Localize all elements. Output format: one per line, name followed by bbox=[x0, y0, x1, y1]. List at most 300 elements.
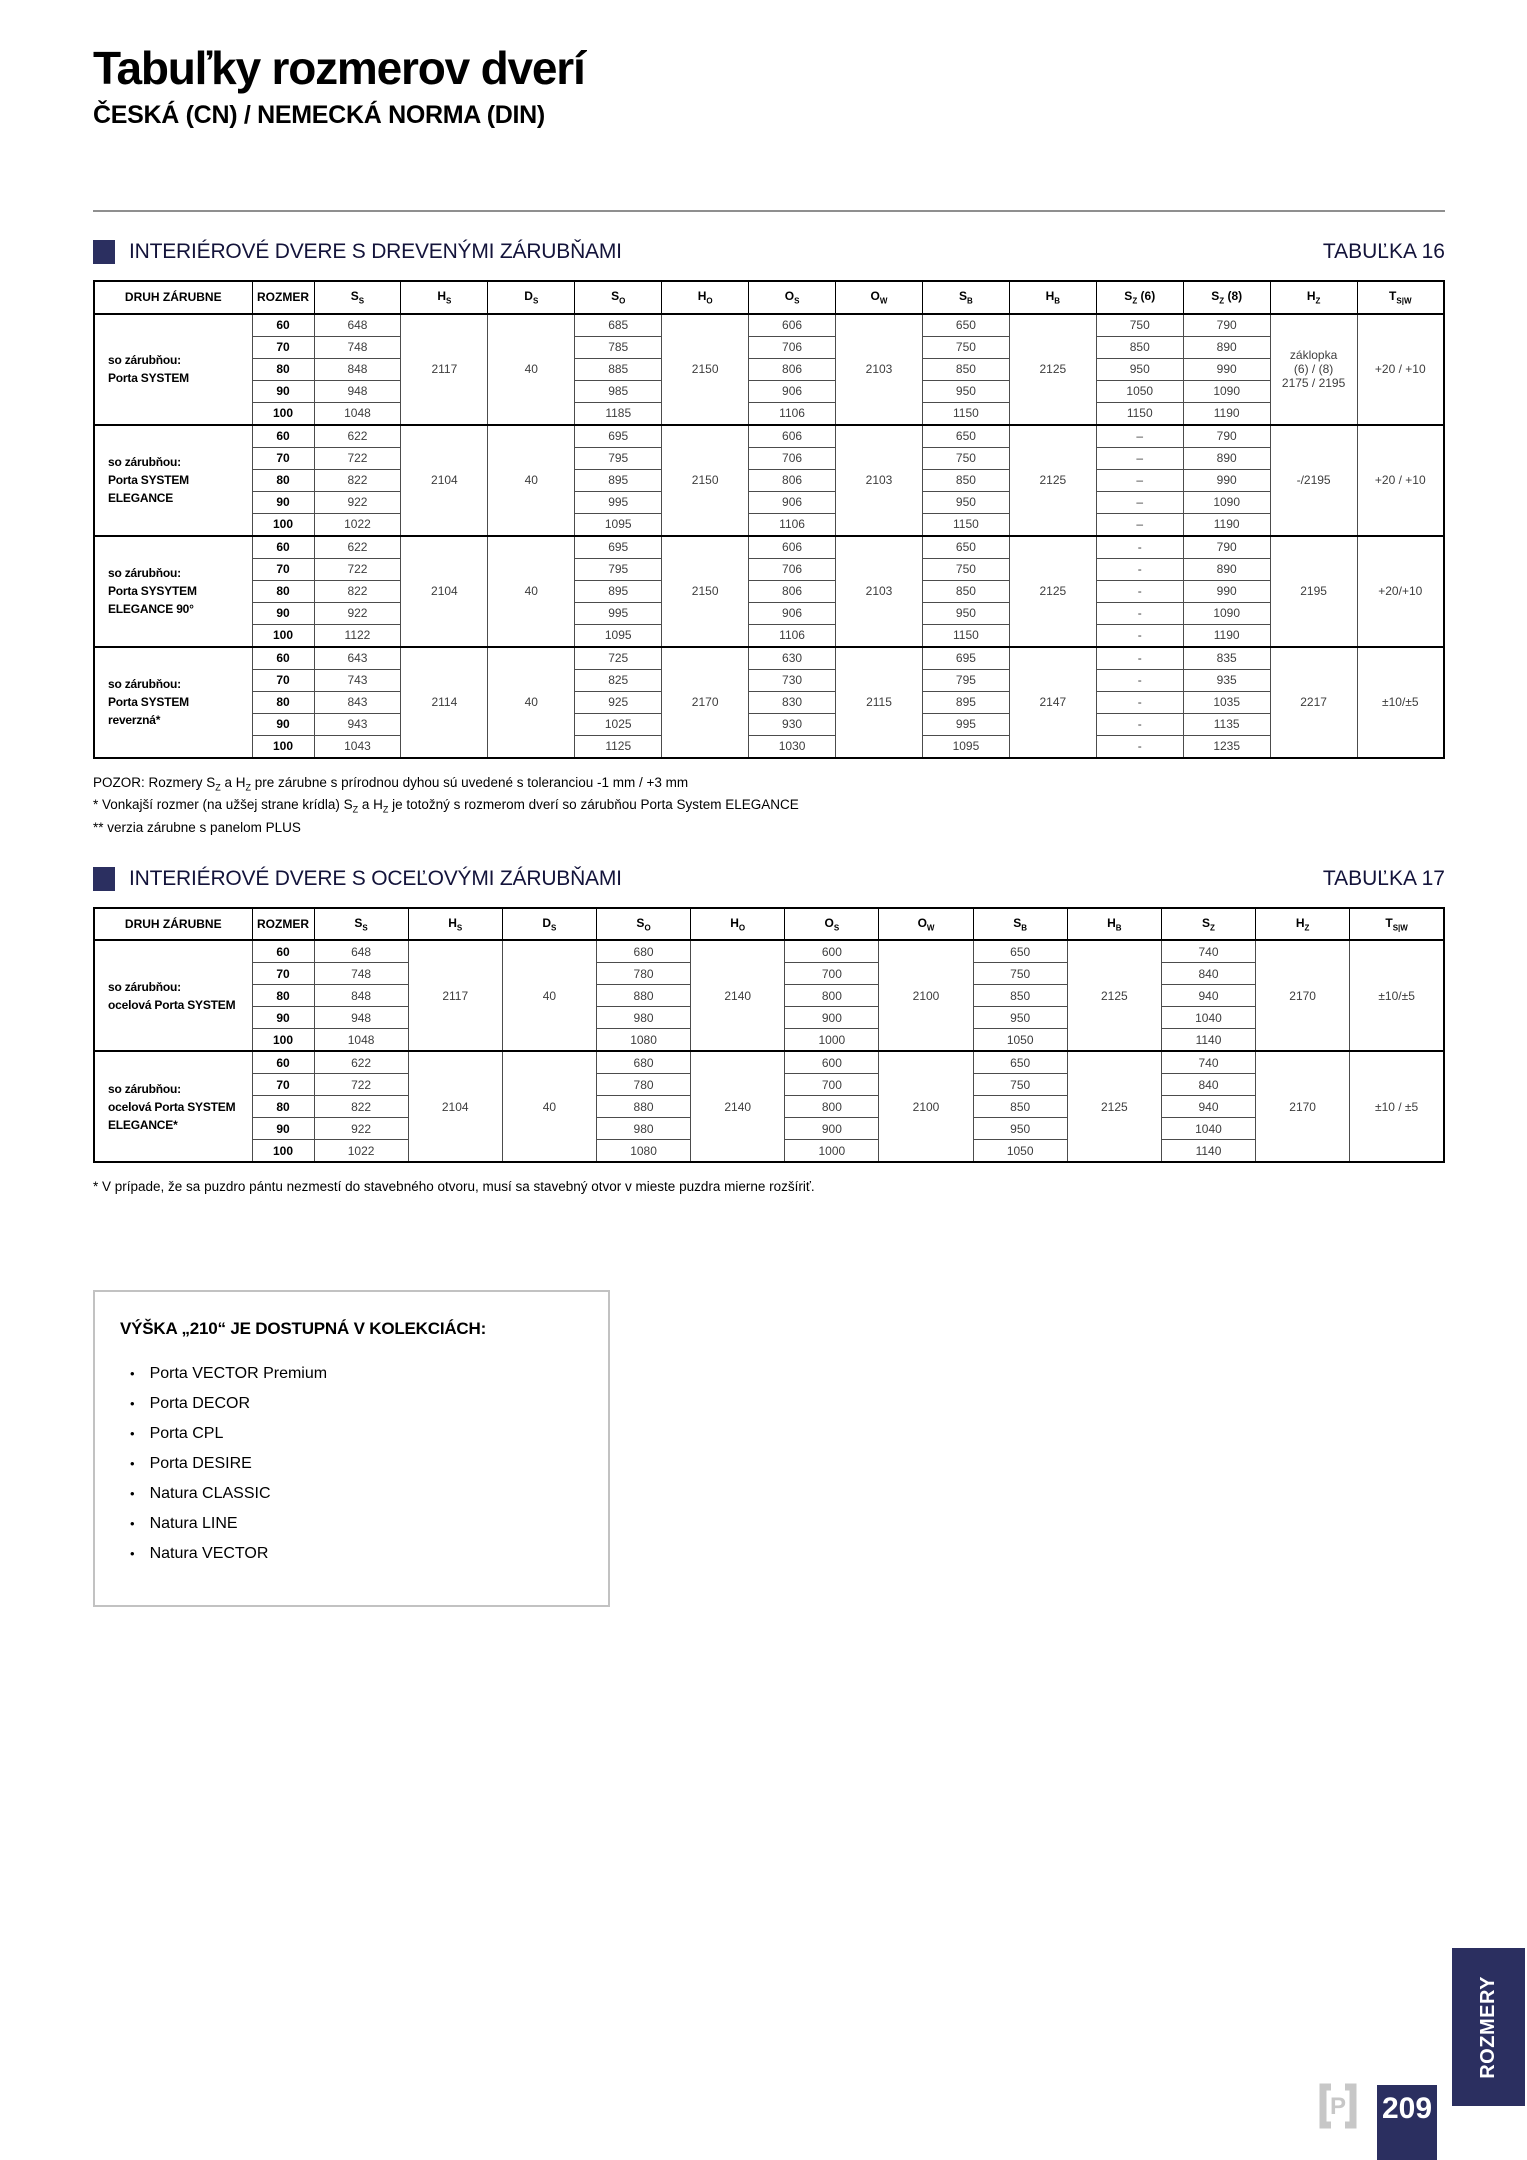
collections-box-title: VÝŠKA „210“ JE DOSTUPNÁ V KOLEKCIÁCH: bbox=[120, 1319, 487, 1339]
cell-ss: 948 bbox=[314, 1007, 408, 1029]
collection-item bbox=[130, 1485, 588, 1503]
cell-sz: 940 bbox=[1161, 1096, 1255, 1118]
cell-ho: 2150 bbox=[662, 314, 749, 425]
rozmer-value: 90 bbox=[252, 380, 314, 402]
table-16-container bbox=[93, 280, 1445, 758]
cell-hs: 2117 bbox=[401, 314, 488, 425]
col-header: $S_O$ bbox=[575, 281, 662, 313]
cell-sz8: 935 bbox=[1183, 669, 1270, 691]
cell-sz6: - bbox=[1096, 580, 1183, 602]
rozmer-value: 60 bbox=[252, 425, 314, 448]
table-17-label: TABUĽKA 17 bbox=[1322, 866, 1445, 890]
frame-type-label: so zárubňou: ocelová Porta SYSTEM ELEGANCE* bbox=[94, 1051, 252, 1162]
col-header: DRUH ZÁRUBNE bbox=[94, 908, 252, 940]
col-header: $H_Z$ bbox=[1256, 908, 1350, 940]
cell-sz8: 835 bbox=[1183, 647, 1270, 670]
cell-sb: 895 bbox=[922, 691, 1009, 713]
cell-os: 606 bbox=[749, 536, 836, 559]
cell-t: +20 / +10 bbox=[1357, 425, 1444, 536]
cell-os: 930 bbox=[749, 713, 836, 735]
cell-sz8: 990 bbox=[1183, 358, 1270, 380]
cell-sb: 950 bbox=[922, 380, 1009, 402]
cell-sz8: 890 bbox=[1183, 447, 1270, 469]
cell-ss: 622 bbox=[314, 1051, 408, 1074]
col-header: $H_Z$ bbox=[1270, 281, 1357, 313]
rozmer-value: 70 bbox=[252, 669, 314, 691]
cell-ho: 2170 bbox=[662, 647, 749, 758]
rozmer-value: 100 bbox=[252, 1029, 314, 1052]
cell-t: ±10/±5 bbox=[1357, 647, 1444, 758]
rozmer-value: 60 bbox=[252, 940, 314, 963]
cell-sz8: 1090 bbox=[1183, 380, 1270, 402]
table-17 bbox=[93, 907, 1445, 1163]
col-header: DRUH ZÁRUBNE bbox=[94, 281, 252, 313]
cell-so: 680 bbox=[596, 1051, 690, 1074]
cell-sz6: - bbox=[1096, 647, 1183, 670]
collection-name: Natura LINE bbox=[149, 1515, 238, 1533]
cell-os: 1106 bbox=[749, 402, 836, 425]
collection-item bbox=[130, 1395, 588, 1413]
rozmer-value: 90 bbox=[252, 602, 314, 624]
cell-sz: 740 bbox=[1161, 1051, 1255, 1074]
cell-sz8: 1190 bbox=[1183, 402, 1270, 425]
cell-sb: 750 bbox=[922, 558, 1009, 580]
cell-so: 680 bbox=[596, 940, 690, 963]
cell-sz: 840 bbox=[1161, 963, 1255, 985]
rozmer-value: 100 bbox=[252, 402, 314, 425]
cell-ho: 2140 bbox=[691, 940, 785, 1051]
cell-so: 725 bbox=[575, 647, 662, 670]
cell-sz8: 790 bbox=[1183, 314, 1270, 337]
cell-os: 730 bbox=[749, 669, 836, 691]
cell-hb: 2125 bbox=[1009, 536, 1096, 647]
cell-ow: 2103 bbox=[836, 536, 923, 647]
collection-name: Natura VECTOR bbox=[149, 1545, 269, 1563]
cell-ss: 648 bbox=[314, 940, 408, 963]
cell-os: 830 bbox=[749, 691, 836, 713]
cell-ss: 1022 bbox=[314, 513, 401, 536]
cell-so: 795 bbox=[575, 447, 662, 469]
cell-ds: 40 bbox=[488, 314, 575, 425]
cell-sz: 740 bbox=[1161, 940, 1255, 963]
cell-os: 600 bbox=[785, 1051, 879, 1074]
cell-so: 1095 bbox=[575, 624, 662, 647]
cell-so: 895 bbox=[575, 580, 662, 602]
cell-sb: 650 bbox=[973, 940, 1067, 963]
cell-sz6: - bbox=[1096, 713, 1183, 735]
frame-type-label: so zárubňou: ocelová Porta SYSTEM bbox=[94, 940, 252, 1051]
cell-t: ±10/±5 bbox=[1350, 940, 1444, 1051]
cell-so: 1125 bbox=[575, 735, 662, 758]
rozmer-value: 80 bbox=[252, 580, 314, 602]
cell-so: 1025 bbox=[575, 713, 662, 735]
cell-sz6: - bbox=[1096, 691, 1183, 713]
cell-os: 700 bbox=[785, 1074, 879, 1096]
collection-name: Porta CPL bbox=[149, 1425, 224, 1443]
rozmer-value: 70 bbox=[252, 1074, 314, 1096]
cell-hz: záklopka (6) / (8) 2175 / 2195 bbox=[1270, 314, 1357, 425]
table-17-container bbox=[93, 907, 1445, 1163]
collection-name: Natura CLASSIC bbox=[149, 1485, 271, 1503]
cell-sz6: 850 bbox=[1096, 336, 1183, 358]
cell-os: 600 bbox=[785, 940, 879, 963]
cell-ow: 2115 bbox=[836, 647, 923, 758]
cell-sz8: 1035 bbox=[1183, 691, 1270, 713]
cell-sz6: 1050 bbox=[1096, 380, 1183, 402]
collection-name: Porta DESIRE bbox=[149, 1455, 252, 1473]
cell-sb: 1050 bbox=[973, 1029, 1067, 1052]
col-header: $H_B$ bbox=[1067, 908, 1161, 940]
section-bullet-square bbox=[93, 240, 115, 264]
col-header: $S_B$ bbox=[922, 281, 1009, 313]
collection-item bbox=[130, 1515, 588, 1533]
cell-sz6: – bbox=[1096, 447, 1183, 469]
cell-os: 700 bbox=[785, 963, 879, 985]
cell-so: 780 bbox=[596, 963, 690, 985]
cell-ow: 2100 bbox=[879, 1051, 973, 1162]
cell-os: 1106 bbox=[749, 513, 836, 536]
section-header-steel-frames bbox=[93, 867, 1445, 891]
rozmer-value: 70 bbox=[252, 336, 314, 358]
cell-sb: 795 bbox=[922, 669, 1009, 691]
page-title: Tabuľky rozmerov dverí bbox=[93, 42, 585, 94]
rozmer-value: 90 bbox=[252, 713, 314, 735]
col-header: $O_W$ bbox=[836, 281, 923, 313]
cell-ss: 1022 bbox=[314, 1140, 408, 1163]
col-header: $D_S$ bbox=[502, 908, 596, 940]
cell-sz8: 1235 bbox=[1183, 735, 1270, 758]
rozmer-value: 60 bbox=[252, 536, 314, 559]
cell-so: 825 bbox=[575, 669, 662, 691]
cell-t: ±10 / ±5 bbox=[1350, 1051, 1444, 1162]
cell-ss: 748 bbox=[314, 963, 408, 985]
table-16-label: TABUĽKA 16 bbox=[1322, 240, 1445, 264]
cell-os: 806 bbox=[749, 358, 836, 380]
cell-t: +20/+10 bbox=[1357, 536, 1444, 647]
cell-ss: 643 bbox=[314, 647, 401, 670]
cell-sb: 950 bbox=[973, 1007, 1067, 1029]
col-header: $S_O$ bbox=[596, 908, 690, 940]
cell-so: 980 bbox=[596, 1007, 690, 1029]
cell-sz6: - bbox=[1096, 602, 1183, 624]
cell-hz: 2195 bbox=[1270, 536, 1357, 647]
frame-type-label: so zárubňou: Porta SYSTEM bbox=[94, 314, 252, 425]
cell-ss: 922 bbox=[314, 602, 401, 624]
cell-sz8: 1135 bbox=[1183, 713, 1270, 735]
cell-so: 985 bbox=[575, 380, 662, 402]
collection-name: Porta DECOR bbox=[149, 1395, 251, 1413]
cell-ss: 622 bbox=[314, 536, 401, 559]
cell-sz6: – bbox=[1096, 491, 1183, 513]
cell-ss: 1048 bbox=[314, 402, 401, 425]
cell-sb: 1150 bbox=[922, 402, 1009, 425]
section-title: INTERIÉROVÉ DVERE S OCEĽOVÝMI ZÁRUBŇAMI bbox=[129, 866, 622, 890]
cell-so: 1095 bbox=[575, 513, 662, 536]
col-header: $T_{S|W}$ bbox=[1350, 908, 1444, 940]
cell-ss: 822 bbox=[314, 469, 401, 491]
cell-hs: 2117 bbox=[408, 940, 502, 1051]
cell-so: 925 bbox=[575, 691, 662, 713]
cell-sb: 750 bbox=[922, 447, 1009, 469]
cell-so: 1185 bbox=[575, 402, 662, 425]
cell-hs: 2104 bbox=[401, 536, 488, 647]
rozmer-value: 80 bbox=[252, 1096, 314, 1118]
cell-ss: 748 bbox=[314, 336, 401, 358]
col-header: $O_S$ bbox=[749, 281, 836, 313]
cell-sb: 750 bbox=[922, 336, 1009, 358]
cell-hb: 2125 bbox=[1067, 1051, 1161, 1162]
collection-item bbox=[130, 1545, 588, 1563]
collection-item bbox=[130, 1365, 588, 1383]
cell-os: 1000 bbox=[785, 1140, 879, 1163]
cell-ss: 1122 bbox=[314, 624, 401, 647]
frame-type-label: so zárubňou: Porta SYSYTEM ELEGANCE 90° bbox=[94, 536, 252, 647]
cell-ss: 722 bbox=[314, 1074, 408, 1096]
col-header: $S_B$ bbox=[973, 908, 1067, 940]
cell-sb: 650 bbox=[973, 1051, 1067, 1074]
cell-sz8: 890 bbox=[1183, 336, 1270, 358]
bullet-icon: • bbox=[130, 1486, 135, 1502]
cell-os: 706 bbox=[749, 336, 836, 358]
cell-sz6: – bbox=[1096, 469, 1183, 491]
rozmer-value: 90 bbox=[252, 1118, 314, 1140]
cell-sb: 950 bbox=[922, 491, 1009, 513]
cell-sz8: 1090 bbox=[1183, 491, 1270, 513]
cell-sz6: - bbox=[1096, 735, 1183, 758]
cell-sz: 1040 bbox=[1161, 1007, 1255, 1029]
rozmer-value: 80 bbox=[252, 358, 314, 380]
cell-ds: 40 bbox=[488, 425, 575, 536]
cell-os: 806 bbox=[749, 580, 836, 602]
cell-os: 800 bbox=[785, 1096, 879, 1118]
cell-so: 880 bbox=[596, 985, 690, 1007]
rozmer-value: 100 bbox=[252, 513, 314, 536]
rozmer-value: 100 bbox=[252, 624, 314, 647]
cell-sz6: - bbox=[1096, 536, 1183, 559]
cell-sb: 850 bbox=[922, 469, 1009, 491]
rozmer-value: 70 bbox=[252, 963, 314, 985]
cell-os: 606 bbox=[749, 425, 836, 448]
cell-sb: 850 bbox=[973, 985, 1067, 1007]
cell-sz6: – bbox=[1096, 425, 1183, 448]
cell-os: 800 bbox=[785, 985, 879, 1007]
cell-sb: 1095 bbox=[922, 735, 1009, 758]
rozmer-value: 90 bbox=[252, 1007, 314, 1029]
rozmer-value: 70 bbox=[252, 447, 314, 469]
col-header: $S_S$ bbox=[314, 908, 408, 940]
col-header: ROZMER bbox=[252, 281, 314, 313]
cell-ss: 648 bbox=[314, 314, 401, 337]
cell-sb: 995 bbox=[922, 713, 1009, 735]
cell-sz8: 790 bbox=[1183, 536, 1270, 559]
collections-list bbox=[130, 1365, 588, 1563]
col-header: $S_S$ bbox=[314, 281, 401, 313]
cell-ds: 40 bbox=[488, 647, 575, 758]
cell-sz8: 1190 bbox=[1183, 624, 1270, 647]
cell-ow: 2103 bbox=[836, 314, 923, 425]
cell-ss: 848 bbox=[314, 358, 401, 380]
col-header: $T_{S|W}$ bbox=[1357, 281, 1444, 313]
cell-os: 906 bbox=[749, 602, 836, 624]
table-16-notes bbox=[93, 773, 1445, 839]
bullet-icon: • bbox=[130, 1396, 135, 1412]
bullet-icon: • bbox=[130, 1456, 135, 1472]
cell-sz8: 990 bbox=[1183, 469, 1270, 491]
rozmer-value: 100 bbox=[252, 1140, 314, 1163]
cell-sz: 1140 bbox=[1161, 1029, 1255, 1052]
cell-sz8: 890 bbox=[1183, 558, 1270, 580]
note-line: ** verzia zárubne s panelom PLUS bbox=[93, 819, 301, 835]
cell-so: 1080 bbox=[596, 1029, 690, 1052]
cell-ho: 2140 bbox=[691, 1051, 785, 1162]
cell-ss: 822 bbox=[314, 1096, 408, 1118]
rozmery-side-tab bbox=[1452, 1948, 1525, 2106]
cell-so: 995 bbox=[575, 602, 662, 624]
cell-sz: 940 bbox=[1161, 985, 1255, 1007]
table-17-note: * V prípade, že sa puzdro pántu nezmestí do stavebného otvoru, musí sa stavebný otvor v mieste puzdra mierne rozšíriť. bbox=[93, 1179, 815, 1195]
col-header: $H_S$ bbox=[401, 281, 488, 313]
bullet-icon: • bbox=[130, 1366, 135, 1382]
cell-os: 1030 bbox=[749, 735, 836, 758]
cell-sb: 1050 bbox=[973, 1140, 1067, 1163]
rozmer-value: 90 bbox=[252, 491, 314, 513]
col-header: $D_S$ bbox=[488, 281, 575, 313]
rozmer-value: 80 bbox=[252, 691, 314, 713]
cell-sz6: - bbox=[1096, 669, 1183, 691]
cell-ss: 722 bbox=[314, 447, 401, 469]
collections-box bbox=[93, 1290, 610, 1607]
cell-sb: 950 bbox=[973, 1118, 1067, 1140]
cell-sz6: – bbox=[1096, 513, 1183, 536]
cell-sz8: 1090 bbox=[1183, 602, 1270, 624]
cell-sb: 850 bbox=[922, 358, 1009, 380]
col-header: $H_O$ bbox=[691, 908, 785, 940]
frame-type-label: so zárubňou: Porta SYSTEM reverzná* bbox=[94, 647, 252, 758]
cell-so: 995 bbox=[575, 491, 662, 513]
cell-sz: 1140 bbox=[1161, 1140, 1255, 1163]
cell-ss: 922 bbox=[314, 491, 401, 513]
svg-text:P: P bbox=[1329, 2093, 1347, 2120]
cell-hs: 2104 bbox=[401, 425, 488, 536]
cell-os: 900 bbox=[785, 1118, 879, 1140]
collection-item bbox=[130, 1425, 588, 1443]
cell-so: 895 bbox=[575, 469, 662, 491]
cell-sz: 840 bbox=[1161, 1074, 1255, 1096]
cell-hb: 2125 bbox=[1009, 314, 1096, 425]
cell-os: 630 bbox=[749, 647, 836, 670]
collection-item bbox=[130, 1455, 588, 1473]
col-header: ROZMER bbox=[252, 908, 314, 940]
section-header-wooden-frames bbox=[93, 240, 1445, 264]
cell-so: 695 bbox=[575, 425, 662, 448]
divider-rule bbox=[93, 210, 1445, 212]
page-content bbox=[93, 0, 1445, 1607]
cell-os: 900 bbox=[785, 1007, 879, 1029]
cell-sz6: 950 bbox=[1096, 358, 1183, 380]
cell-ss: 948 bbox=[314, 380, 401, 402]
col-header: $S_Z$ bbox=[1161, 908, 1255, 940]
frame-type-label: so zárubňou: Porta SYSTEM ELEGANCE bbox=[94, 425, 252, 536]
col-header: $S_Z$ (8) bbox=[1183, 281, 1270, 313]
cell-hb: 2147 bbox=[1009, 647, 1096, 758]
cell-sz6: 1150 bbox=[1096, 402, 1183, 425]
cell-hz: 2170 bbox=[1256, 1051, 1350, 1162]
cell-os: 806 bbox=[749, 469, 836, 491]
cell-so: 695 bbox=[575, 536, 662, 559]
rozmer-value: 60 bbox=[252, 314, 314, 337]
cell-hz: 2170 bbox=[1256, 940, 1350, 1051]
cell-so: 885 bbox=[575, 358, 662, 380]
bullet-icon: • bbox=[130, 1546, 135, 1562]
section-bullet-square bbox=[93, 867, 115, 891]
cell-sb: 850 bbox=[922, 580, 1009, 602]
col-header: $H_O$ bbox=[662, 281, 749, 313]
cell-so: 780 bbox=[596, 1074, 690, 1096]
rozmer-value: 60 bbox=[252, 1051, 314, 1074]
cell-ss: 922 bbox=[314, 1118, 408, 1140]
cell-sz6: - bbox=[1096, 558, 1183, 580]
cell-os: 906 bbox=[749, 380, 836, 402]
cell-so: 685 bbox=[575, 314, 662, 337]
rozmer-value: 60 bbox=[252, 647, 314, 670]
table-16 bbox=[93, 280, 1445, 758]
cell-ss: 1048 bbox=[314, 1029, 408, 1052]
cell-ds: 40 bbox=[502, 1051, 596, 1162]
cell-sb: 950 bbox=[922, 602, 1009, 624]
cell-ss: 822 bbox=[314, 580, 401, 602]
col-header: $H_B$ bbox=[1009, 281, 1096, 313]
cell-os: 706 bbox=[749, 558, 836, 580]
page-subtitle: ČESKÁ (CN) / NEMECKÁ NORMA (DIN) bbox=[93, 101, 545, 130]
cell-ss: 843 bbox=[314, 691, 401, 713]
rozmer-value: 70 bbox=[252, 558, 314, 580]
cell-sb: 650 bbox=[922, 536, 1009, 559]
cell-sb: 750 bbox=[973, 1074, 1067, 1096]
cell-so: 785 bbox=[575, 336, 662, 358]
col-header: $H_S$ bbox=[408, 908, 502, 940]
col-header: $S_Z$ (6) bbox=[1096, 281, 1183, 313]
collection-name: Porta VECTOR Premium bbox=[149, 1365, 328, 1383]
cell-hs: 2114 bbox=[401, 647, 488, 758]
cell-so: 980 bbox=[596, 1118, 690, 1140]
bullet-icon: • bbox=[130, 1426, 135, 1442]
cell-ho: 2150 bbox=[662, 425, 749, 536]
note-line: * Vonkajší rozmer (na užšej strane krídla) $S_Z$ a $H_Z$ je totožný s rozmerom dverí so zárubňou Porta System ELEGANCE bbox=[93, 797, 799, 815]
side-tab-label: ROZMERY bbox=[1477, 1975, 1499, 2079]
cell-so: 880 bbox=[596, 1096, 690, 1118]
section-title: INTERIÉROVÉ DVERE S DREVENÝMI ZÁRUBŇAMI bbox=[129, 240, 622, 264]
cell-sb: 1150 bbox=[922, 513, 1009, 536]
cell-sb: 650 bbox=[922, 425, 1009, 448]
cell-ss: 848 bbox=[314, 985, 408, 1007]
col-header: $O_S$ bbox=[785, 908, 879, 940]
cell-ow: 2100 bbox=[879, 940, 973, 1051]
cell-hz: -/2195 bbox=[1270, 425, 1357, 536]
rozmer-value: 80 bbox=[252, 985, 314, 1007]
cell-os: 906 bbox=[749, 491, 836, 513]
cell-sz: 1040 bbox=[1161, 1118, 1255, 1140]
cell-ds: 40 bbox=[502, 940, 596, 1051]
cell-sz8: 790 bbox=[1183, 425, 1270, 448]
cell-hb: 2125 bbox=[1009, 425, 1096, 536]
cell-os: 1000 bbox=[785, 1029, 879, 1052]
cell-sz8: 990 bbox=[1183, 580, 1270, 602]
porta-logo-icon bbox=[1318, 2083, 1358, 2129]
cell-hs: 2104 bbox=[408, 1051, 502, 1162]
cell-sz6: 750 bbox=[1096, 314, 1183, 337]
cell-hz: 2217 bbox=[1270, 647, 1357, 758]
bullet-icon: • bbox=[130, 1516, 135, 1532]
